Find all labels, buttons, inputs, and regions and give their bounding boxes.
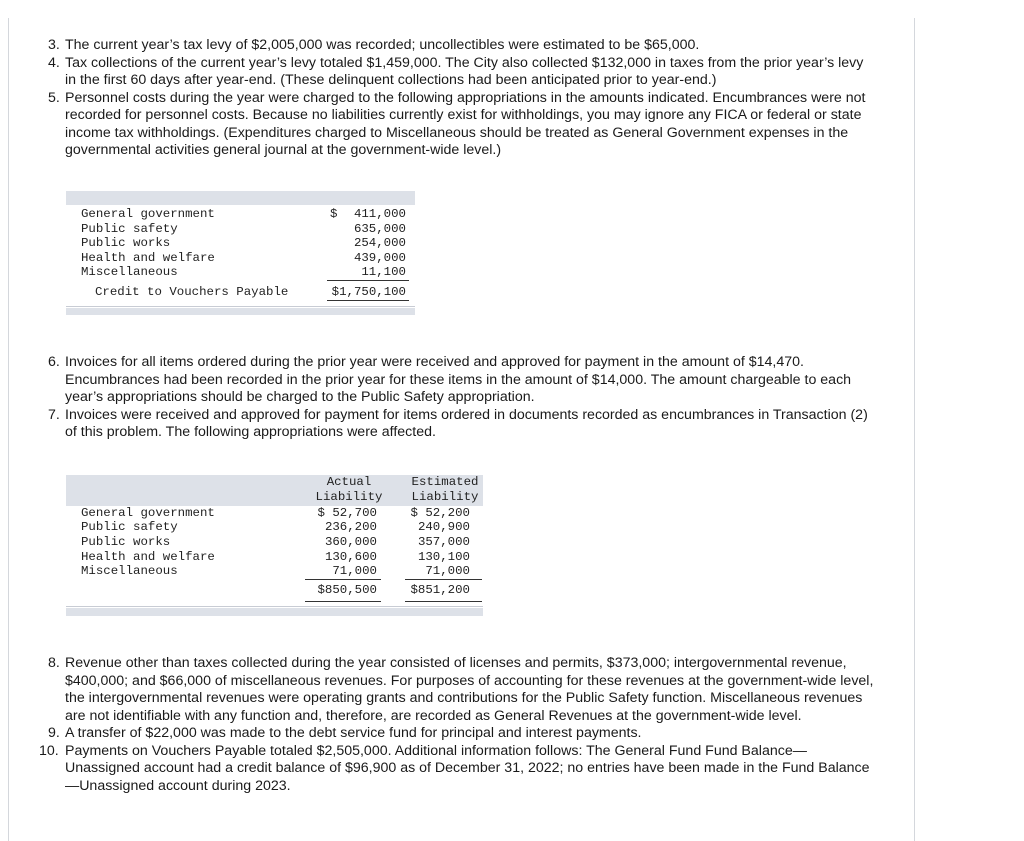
right-border (914, 18, 915, 841)
actual-amount: 236,200 (324, 520, 377, 534)
subtotal-rule (327, 280, 409, 281)
item-text: Personnel costs during the year were charged to the following appropriations in the amounts indicated. Encumbrances were not recorded for personnel costs. Because no liabilities currently exist for withholdings, you may ignore any FICA or federal or state income tax withholdings. (Expenditures charged to Miscellaneous should be treated as General Government expenses in the governmental activities general journal at the government-wide level.) (65, 89, 866, 158)
total-row (66, 285, 415, 300)
subtotal-rule (305, 579, 381, 580)
row-label: Public safety (81, 520, 178, 534)
row-amount: 254,000 (353, 236, 406, 250)
transaction-8 (48, 655, 878, 725)
row-label: General government (81, 506, 215, 520)
header-line: Estimated (411, 475, 479, 489)
currency-symbol: $ (330, 207, 338, 221)
total-rule (327, 300, 409, 301)
table-row (66, 564, 483, 579)
row-amount: 411,000 (353, 207, 406, 221)
table-footer-line (66, 606, 483, 607)
transaction-6 (48, 354, 878, 407)
item-number: 10. (39, 742, 59, 759)
table-row (66, 535, 483, 550)
table-header-band (66, 191, 415, 205)
total-rule (305, 601, 381, 602)
item-text: Payments on Vouchers Payable totaled $2,505,000. Additional information follows: The General Fund Fund Balance—Unassigned account had a credit balance of $96,900 as of December 31, 2022; no entries have been made in the Fund Balance—Unassigned account during 2023. (65, 742, 870, 794)
row-label: Miscellaneous (81, 564, 178, 578)
actual-amount: 71,000 (332, 564, 377, 578)
table-footer-band (66, 308, 415, 315)
transaction-7 (48, 407, 878, 442)
left-border (8, 18, 9, 841)
total-estimated: $851,200 (410, 583, 470, 597)
header-line: Liability (315, 490, 383, 504)
estimated-liability-header (405, 475, 485, 505)
total-label: Credit to Vouchers Payable (95, 285, 289, 299)
row-amount: 439,000 (353, 251, 406, 265)
item-text: Invoices for all items ordered during the prior year were received and approved for payment in the amount of $14,470. Encumbrances had been recorded in the prior year for these items in the amount of $14,000. The amount chargeable to each year’s appropriations should be charged to the Public Safety appropriation. (65, 354, 852, 405)
actual-amount: 130,600 (324, 550, 377, 564)
total-actual: $850,500 (317, 583, 377, 597)
row-label: Health and welfare (81, 550, 215, 564)
item-number: 9. (48, 725, 60, 741)
table-row (66, 506, 483, 521)
item-text: Revenue other than taxes collected during the year consisted of licenses and permits, $373,000; intergovernmental revenue, $400,000; and $66,000 of miscellaneous revenues. For purposes of accounting for these revenues at the government-wide level, the intergovernmental revenues were operating grants and contributions for the Public Safety function. Miscellaneous revenues are not identifiable with any function and, therefore, are recorded as General Revenues at the government-wide level. (65, 655, 874, 724)
transaction-5 (48, 90, 878, 160)
row-label: Public works (81, 535, 171, 549)
transaction-10 (39, 742, 878, 796)
item-number: 8. (48, 655, 60, 671)
table-row (66, 207, 415, 222)
table-row (66, 222, 415, 237)
row-amount: 635,000 (353, 222, 406, 236)
transaction-9 (48, 725, 878, 743)
estimated-amount: 71,000 (425, 564, 470, 578)
estimated-amount: 357,000 (417, 535, 470, 549)
actual-amount: $ 52,700 (317, 506, 377, 520)
invoices-table (66, 475, 483, 616)
item-text: A transfer of $22,000 was made to the debt service fund for principal and interest payments. (65, 725, 642, 741)
table-footer-line (66, 306, 415, 307)
actual-amount: 360,000 (324, 535, 377, 549)
actual-liability-header (309, 475, 389, 505)
transaction-4 (48, 55, 878, 90)
header-line: Liability (411, 490, 479, 504)
item-number: 3. (48, 37, 60, 53)
estimated-amount: 240,900 (417, 520, 470, 534)
estimated-amount: 130,100 (417, 550, 470, 564)
total-row (66, 583, 483, 598)
table-row (66, 251, 415, 266)
item-text: Tax collections of the current year’s levy totaled $1,459,000. The City also collected $132,000 in taxes from the prior year’s levy in the first 60 days after year-end. (These delinquent collections had been anticipated prior to year-end.) (65, 54, 864, 88)
transaction-3 (48, 37, 878, 55)
row-label: General government (81, 207, 215, 221)
subtotal-rule (405, 579, 482, 580)
table-footer-band (66, 608, 483, 616)
table-row (66, 550, 483, 565)
personnel-costs-table (66, 191, 415, 315)
table-row (66, 265, 415, 280)
table-row (66, 236, 415, 251)
header-line: Actual (326, 475, 372, 489)
row-label: Health and welfare (81, 251, 215, 265)
transaction-list-3-5 (48, 37, 878, 160)
row-label: Public works (81, 236, 171, 250)
item-number: 5. (48, 89, 60, 106)
item-number: 6. (48, 354, 60, 370)
item-text: The current year’s tax levy of $2,005,000 was recorded; uncollectibles were estimated to be $65,000. (65, 37, 700, 53)
row-label: Miscellaneous (81, 265, 178, 279)
total-rule (405, 601, 482, 602)
row-amount: 11,100 (361, 265, 406, 279)
item-number: 4. (48, 54, 60, 71)
item-text: Invoices were received and approved for payment for items ordered in documents recorded as encumbrances in Transaction (2) of this problem. The following appropriations were affected. (65, 406, 868, 440)
transaction-list-8-10 (39, 655, 878, 795)
item-number: 7. (48, 406, 60, 423)
estimated-amount: $ 52,200 (410, 506, 470, 520)
total-amount: $1,750,100 (331, 285, 406, 299)
row-label: Public safety (81, 222, 178, 236)
transaction-list-6-7 (48, 354, 878, 442)
table-row (66, 520, 483, 535)
